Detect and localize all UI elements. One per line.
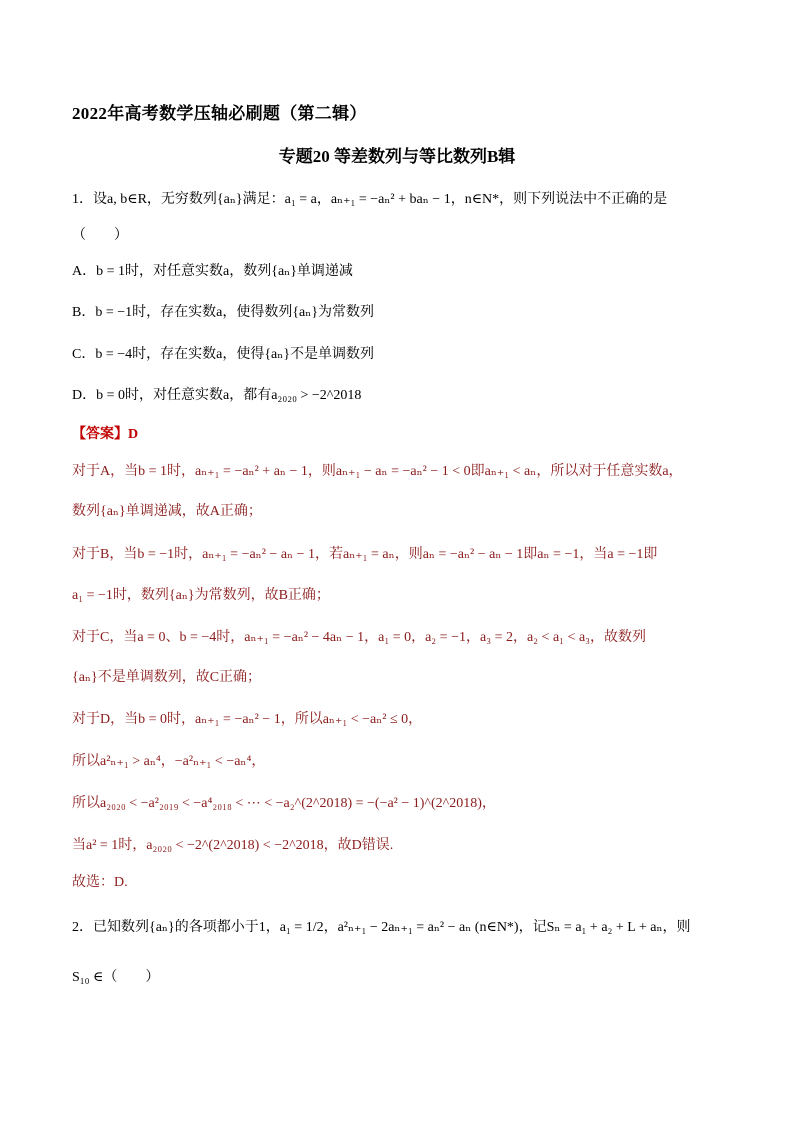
document-title: 2022年高考数学压轴必刷题（第二辑） bbox=[72, 104, 367, 123]
question-1-stem: 1．设a, b∈R，无穷数列{aₙ}满足：a₁ = a，aₙ₊₁ = −aₙ² + baₙ − 1，n∈N*，则下列说法中不正确的是 bbox=[72, 192, 668, 207]
solution-conclusion: 故选：D. bbox=[72, 875, 128, 890]
question-1-blank: （ ） bbox=[72, 228, 128, 243]
solution-line: {aₙ}不是单调数列，故C正确； bbox=[72, 670, 262, 685]
option-b: B．b = −1时，存在实数a，使得数列{aₙ}为常数列 bbox=[72, 305, 375, 320]
solution-line: 当a² = 1时，a₂₀₂₀ < −2^(2^2018) < −2^2018，故D错误. bbox=[72, 838, 394, 853]
answer-label: 【答案】D bbox=[72, 427, 139, 442]
solution-line: 对于D，当b = 0时，aₙ₊₁ = −aₙ² − 1，所以aₙ₊₁ < −aₙ² ≤ 0， bbox=[72, 712, 423, 727]
option-a: A．b = 1时，对任意实数a，数列{aₙ}单调递减 bbox=[72, 264, 353, 279]
question-2-stem: 2．已知数列{aₙ}的各项都小于1，a₁ = 1/2，a²ₙ₊₁ − 2aₙ₊₁ = aₙ² − aₙ (n∈N*)，记Sₙ = a₁ + a₂ + L + aₙ，则 bbox=[72, 920, 691, 935]
option-c: C．b = −4时，存在实数a，使得{aₙ}不是单调数列 bbox=[72, 347, 375, 362]
question-2-blank: S₁₀ ∈（ ） bbox=[72, 970, 160, 985]
option-d: D．b = 0时，对任意实数a，都有a₂₀₂₀ > −2^2018 bbox=[72, 388, 362, 403]
solution-line: 所以a₂₀₂₀ < −a²₂₀₁₉ < −a⁴₂₀₁₈ < ⋯ < −a₂^(2^2018) = −(−a² − 1)^(2^2018)， bbox=[72, 796, 496, 811]
document-subtitle: 专题20 等差数列与等比数列B辑 bbox=[278, 147, 516, 166]
solution-line: 对于A，当b = 1时，aₙ₊₁ = −aₙ² + aₙ − 1，则aₙ₊₁ − aₙ = −aₙ² − 1 < 0即aₙ₊₁ < aₙ，所以对于任意实数a， bbox=[72, 464, 683, 479]
solution-line: 对于C，当a = 0、b = −4时，aₙ₊₁ = −aₙ² − 4aₙ − 1，a₁ = 0，a₂ = −1，a₃ = 2，a₂ < a₁ < a₃，故数列 bbox=[72, 630, 647, 645]
solution-line: a₁ = −1时，数列{aₙ}为常数列，故B正确； bbox=[72, 588, 330, 603]
solution-line: 所以a²ₙ₊₁ > aₙ⁴，−a²ₙ₊₁ < −aₙ⁴， bbox=[72, 754, 266, 769]
solution-line: 数列{aₙ}单调递减，故A正确； bbox=[72, 504, 262, 519]
solution-line: 对于B，当b = −1时，aₙ₊₁ = −aₙ² − aₙ − 1，若aₙ₊₁ = aₙ，则aₙ = −aₙ² − aₙ − 1即aₙ = −1，当a = −1即 bbox=[72, 547, 658, 562]
